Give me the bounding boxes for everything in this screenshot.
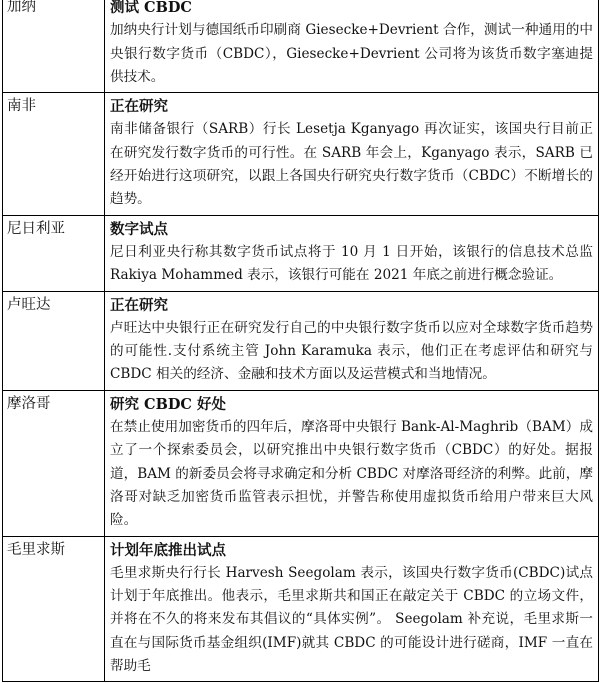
description-text: 尼日利亚央行称其数字货币试点将于 10 月 1 日开始，该银行的信息技术总监 Rakiya Mohammed 表示，该银行可能在 2021 年底之前进行概念验证。: [110, 243, 593, 284]
table-row: [3, 93, 599, 215]
status-label: 正在研究: [110, 296, 168, 314]
description-text: 卢旺达中央银行正在研究发行自己的中央银行数字货币以应对全球数字货币趋势的可能性.支付系统主管 John Karamuka 表示，他们正在考虑评估和研究与 CBDC 相关的经济、金融和技术方面以及运营模式和当地情况。: [110, 319, 593, 383]
table-row: [3, 0, 599, 93]
table-row: [3, 536, 599, 682]
description-text: 在禁止使用加密货币的四年后，摩洛哥中央银行 Bank-Al-Maghrib（BAM）成立了一个探索委员会，以研究推出中央银行数字货币（CBDC）的好处。据报道，BAM 的新委员会将寻求确定和分析 CBDC 对摩洛哥经济的利弊。此前，摩洛哥对缺乏加密货币监管表示担忧，并警告称使用虚拟货币给用户带来巨大风险。: [110, 419, 593, 529]
description-text: 毛里求斯央行行长 Harvesh Seegolam 表示，该国央行数字货币(CBDC)试点计划于年底推出。他表示，毛里求斯共和国正在敲定关于 CBDC 的立场文件，并将在不久的将来发布其倡议的“具体实例”。 Seegolam 补充说，毛里求斯一直在与国际货币基金组织(IMF)就其 CBDC 的可能设计进行磋商，IMF 一直在帮助毛: [110, 564, 593, 675]
table-row: [3, 291, 599, 390]
description-text: 加纳央行计划与德国纸币印刷商 Giesecke+Devrient 合作，测试一种通用的中央银行数字货币（CBDC），Giesecke+Devrient 公司将为该货币数字塞迪提供技术。: [110, 22, 593, 85]
info-cell: [105, 390, 599, 536]
description-text: 南非储备银行（SARB）行长 Lesetja Kganyago 再次证实，该国央行目前正在研究发行数字货币的可行性。在 SARB 年会上，Kganyago 表示，SARB 已经开始进行这项研究，以跟上各国央行研究央行数字货币（CBDC）不断增长的趋势。: [110, 121, 593, 208]
status-label: 正在研究: [110, 98, 168, 116]
table-row: [3, 390, 599, 536]
status-label: 研究 CBDC 好处: [110, 395, 227, 413]
country-cell: 加纳: [3, 0, 105, 93]
table-row: [3, 215, 599, 291]
status-label: 测试 CBDC: [110, 0, 192, 16]
country-cell: 毛里求斯: [3, 536, 105, 682]
info-cell: [105, 0, 599, 93]
country-cell: 卢旺达: [3, 291, 105, 390]
cbdc-country-table: [2, 0, 599, 682]
status-label: 计划年底推出试点: [110, 541, 226, 559]
info-cell: [105, 291, 599, 390]
country-cell: 南非: [3, 93, 105, 215]
country-cell: 摩洛哥: [3, 390, 105, 536]
country-cell: 尼日利亚: [3, 215, 105, 291]
status-label: 数字试点: [110, 220, 168, 238]
info-cell: [105, 536, 599, 682]
info-cell: [105, 93, 599, 215]
info-cell: [105, 215, 599, 291]
